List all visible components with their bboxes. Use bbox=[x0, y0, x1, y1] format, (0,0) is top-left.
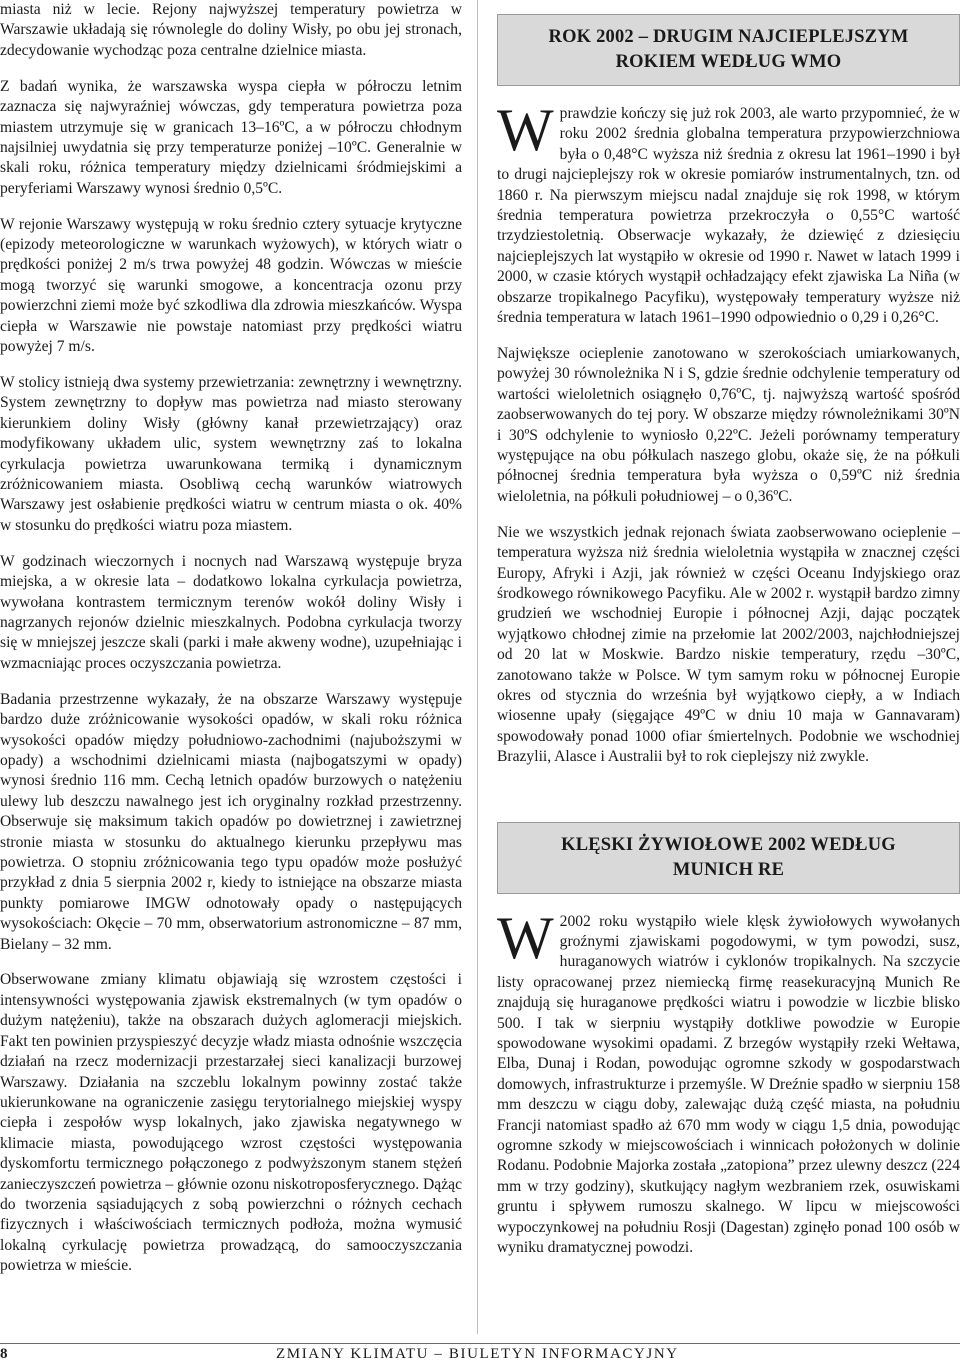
box-title-line: ROK 2002 – DRUGIM NAJCIEPLEJSZYM bbox=[548, 27, 909, 47]
box-title-wmo bbox=[497, 14, 960, 86]
drop-cap: W bbox=[497, 97, 554, 163]
left-column bbox=[0, 0, 462, 1292]
box-title-line: MUNICH RE bbox=[672, 859, 785, 880]
paragraph: miasta niż w lecie. Rejony najwyższej temperatury powietrza w Warszawie układają się równolegle do doliny Wisły, po obu jej stronach, zdecydowanie wychodząc poza centralne dzielnice miasta. bbox=[0, 1, 462, 59]
right-column bbox=[497, 0, 960, 1274]
paragraph: Badania przestrzenne wykazały, że na obszarze Warszawy występuje bardzo duże zróżnicowanie wysokości opadów, w skali roku różnica wysokości opadów między południowo-zachodnimi (najuboższymi w opady) a wschodnimi dzielnicami miasta (najbogatszymi w opady) wynosi średnio 116 mm. Cechą letnich opadów burzowych o natężeniu ulewy lub deszczu nawalnego jest ich oryginalny rozkład przestrzenny. Obserwuje się maksimum takich opadów po dowietrznej i zawietrznej stronie miasta w stosunku do aktualnego kierunku przepływu mas powietrza. O stopniu zróżnicowania tego typu opadów może posłużyć przykład z dnia 5 sierpnia 2002 r, kiedy to istniejące na obszarze miasta punkty pomiarowe IMGW odnotowały opady o następujących wysokościach: Okęcie – 70 mm, obserwatorium astronomiczne – 87 mm, Bielany – 32 mm. bbox=[0, 690, 462, 953]
paragraph-text: prawdzie kończy się już rok 2003, ale warto przypomnieć, że w roku 2002 średnia globalna temperatura przypowierzchniowa była o 0,48°C wyższa niż średnia z okresu lat 1961–1990 i był to drugi najcieplejszy rok w okresie pomiarów instrumentalnych, tzn. od 1860 r. Na pierwszym miejscu nadal znajduje się rok 1998, w którym średnia temperatura powietrza przekroczyła o 0,55°C wartość trzydziestoletnią. Obserwacje wykazały, że dziewięć z dziesięciu najcieplejszych lat wystąpiło w okresie od 1990 r. Nawet w latach 1999 i 2000, w czasie których wystąpił ochładzający efekt zjawiska La Niña (w obszarze tropikalnego Pacyfiku), występowały temperatury wyższe niż średnia temperatura w latach 1961–1990 odpowiednio o 0,29 i 0,26°C. bbox=[497, 105, 960, 327]
paragraph-text: 2002 roku wystąpiło wiele klęsk żywiołowych wywołanych groźnymi zjawiskami pogodowymi, w tym powodzi, susz, huraganowych wiatrów i cyklonów tropikalnych. Na szczycie listy opracowanej przez niemiecką firmę reasekuracyjną Munich Re znajdują się huraganowe prędkości wiatru i powodzie w liczbie blisko 500. I tak w sierpniu wystąpiły dotkliwe powodzie w Europie spowodowane wysokimi opadami. Z brzegów wystąpiły rzeki Wełtawa, Elba, Dunaj i Rodan, powodując ogromne szkody w gospodarstwach domowych, infrastrukturze i przemyśle. W Dreźnie spadło w sierpniu 158 mm deszczu w ciągu doby, zalewając dużą część miasta, na południu Francji natomiast spadło aż 670 mm wody w ciągu 1,5 dnia, powodując ogromne szkody w miejscowościach i winnicach położonych w dolinie Rodanu. Podobnie Majorka została „zatopiona” przez ulewny deszcz (224 mm w trzy godziny), skutkujący nagłym wezbraniem rzek, osuwiskami gruntu i spływem rumoszu skalnego. W lipcu w miejscowości wypoczynkowej na południu Rosji (Dagestan) zginęło ponad 100 osób w wyniku dramatycznej powodzi. bbox=[497, 912, 960, 1257]
box-title-munich-re bbox=[497, 822, 960, 894]
footer-rule bbox=[0, 1343, 960, 1344]
column-divider bbox=[477, 0, 478, 1334]
paragraph: Z badań wynika, że warszawska wyspa ciepła w półroczu letnim zaznacza się najwyraźniej wówczas, gdy temperatura powietrza poza miastem utrzymuje się w granicach 13–16ºC, a w półroczu chłodnym najsilniej uwydatnia się przy temperaturze poniżej –10ºC. Generalnie w skali roku, różnica temperatury między dzielnicami śródmiejskimi a peryferiami Warszawy wynosi średnio 0,5ºC. bbox=[0, 77, 462, 197]
footer-title: ZMIANY KLIMATU – BIULETYN INFORMACYJNY bbox=[276, 1346, 679, 1362]
paragraph-with-dropcap bbox=[497, 97, 960, 328]
page-number: 8 bbox=[0, 1346, 8, 1362]
paragraph: Największe ocieplenie zanotowano w szerokościach umiarkowanych, powyżej 30 równoleżnika N i S, gdzie średnie odchylenie temperatury od wartości wieloletnich osiągnęło 0,76ºC, tj. najwyższą wartość spośród zaobserwowanych do tej pory. W obszarze między równoleżnikami 30ºN i 30ºS odchylenie to wyniosło 0,22ºC. Jeżeli porównamy temperatury występujące na obu półkulach naszego globu, okaże się, że na półkuli północnej średnia temperatura była wyższa o 0,59ºC niż średnia wieloletnia, na półkuli południowej – o 0,36ºC. bbox=[497, 344, 960, 505]
paragraph: W godzinach wieczornych i nocnych nad Warszawą występuje bryza miejska, a w okresie lata – dodatkowo lokalna cyrkulacja powietrza, wywołana kontrastem termicznym terenów wokół doliny Wisły i nagrzanych rejonów dzielnic mieszkalnych. Podobna cyrkulacja tworzy się w mniejszej jeszcze skali (parki i małe akweny wodne), uzupełniając i wzmacniając proces oczyszczania powietrza. bbox=[0, 552, 462, 672]
page-footer bbox=[0, 1343, 960, 1365]
box-title-line: ROKIEM WEDŁUG WMO bbox=[615, 52, 842, 72]
drop-cap: W bbox=[497, 904, 554, 971]
paragraph: W stolicy istnieją dwa systemy przewietrzania: zewnętrzny i wewnętrzny. System zewnętrzny to dopływ mas powietrza nad miasto sterowany kierunkiem doliny Wisły (główny kanał przewietrzający) oraz modyfikowany układem ulic, system wewnętrzny zaś to lokalna cyrkulacja powietrza uwarunkowana termiką i dynamicznym zróżnicowaniem miasta. Osobliwą cechą warunków wiatrowych Warszawy jest osłabienie prędkości wiatru w centrum miasta o ok. 40% w stosunku do prędkości wiatru poza miastem. bbox=[0, 374, 462, 534]
paragraph: Obserwowane zmiany klimatu objawiają się wzrostem częstości i intensywności występowania zjawisk ekstremalnych (w tym opadów o dużym natężeniu), także na obszarach dużych aglomeracji miejskich. Fakt ten powinien przyspieszyć decyzje władz miasta odnośnie wszczęcia działań na rzecz modernizacji przestarzałej sieci kanalizacji burzowej Warszawy. Działania na szczeblu lokalnym powinny zostać także ukierunkowane na ograniczenie zasięgu terytorialnego miejskiej wyspy ciepła i zespołów wysp lokalnych, jako zjawiska negatywnego w klimacie miasta, powodującego wzrost częstości występowania dyskomfortu termicznego połączonego z podwyższonym stanem stężeń zanieczyszczeń powietrza – głównie ozonu niskotroposferycznego. Dążąc do tworzenia sąsiadujących z sobą powierzchni o różnych cechach fizycznych i właściwościach termicznych podłoża, można wymusić lokalną cyrkulację powietrza prowadzącą, do samooczyszczania powietrza w mieście. bbox=[0, 971, 462, 1275]
paragraph: Nie we wszystkich jednak rejonach świata zaobserwowano ocieplenie – temperatura wyższa niż średnia wieloletnia wystąpiła w znacznej części Europy, Afryki i Azji, jak również w części Oceanu Indyjskiego oraz środkowego równikowego Pacyfiku. Ale w 2002 r. wystąpił bardzo zimny grudzień we wschodniej Europie i północnej Azji, dając początek wyjątkowo chłodnej zimie na przełomie lat 2002/2003, najchłodniejszej od 20 lat w Moskwie. Bardzo niskie temperatury, rzędu –30ºC, zanotowano także w Polsce. W tym samym roku w północnej Europie okres od stycznia do września był wyjątkowo ciepły, a w Indiach wiosenne upały (sięgające 49ºC w dniu 10 maja w Gannavaram) spowodowały ponad 1000 ofiar śmiertelnych. Podobnie we wschodniej Brazylii, Alasce i Australii był to rok cieplejszy niż zwykle. bbox=[497, 523, 960, 766]
box-title-line: KLĘSKI ŻYWIOŁOWE 2002 WEDŁUG bbox=[561, 834, 896, 855]
paragraph: W rejonie Warszawy występują w roku średnio cztery sytuacje krytyczne (epizody meteorologiczne w warunkach wyżowych), w których wiatr o prędkości poniżej 2 m/s trwa powyżej 48 godzin. Wówczas w mieście mogą tworzyć się warunki smogowe, a koncentracja ozonu przy powierzchni ziemi może być szkodliwa dla zdrowia mieszkańców. Wyspa ciepła w Warszawie nie powstaje natomiast przy prędkości wiatru powyżej 7 m/s. bbox=[0, 215, 462, 356]
paragraph-with-dropcap bbox=[497, 904, 960, 1259]
